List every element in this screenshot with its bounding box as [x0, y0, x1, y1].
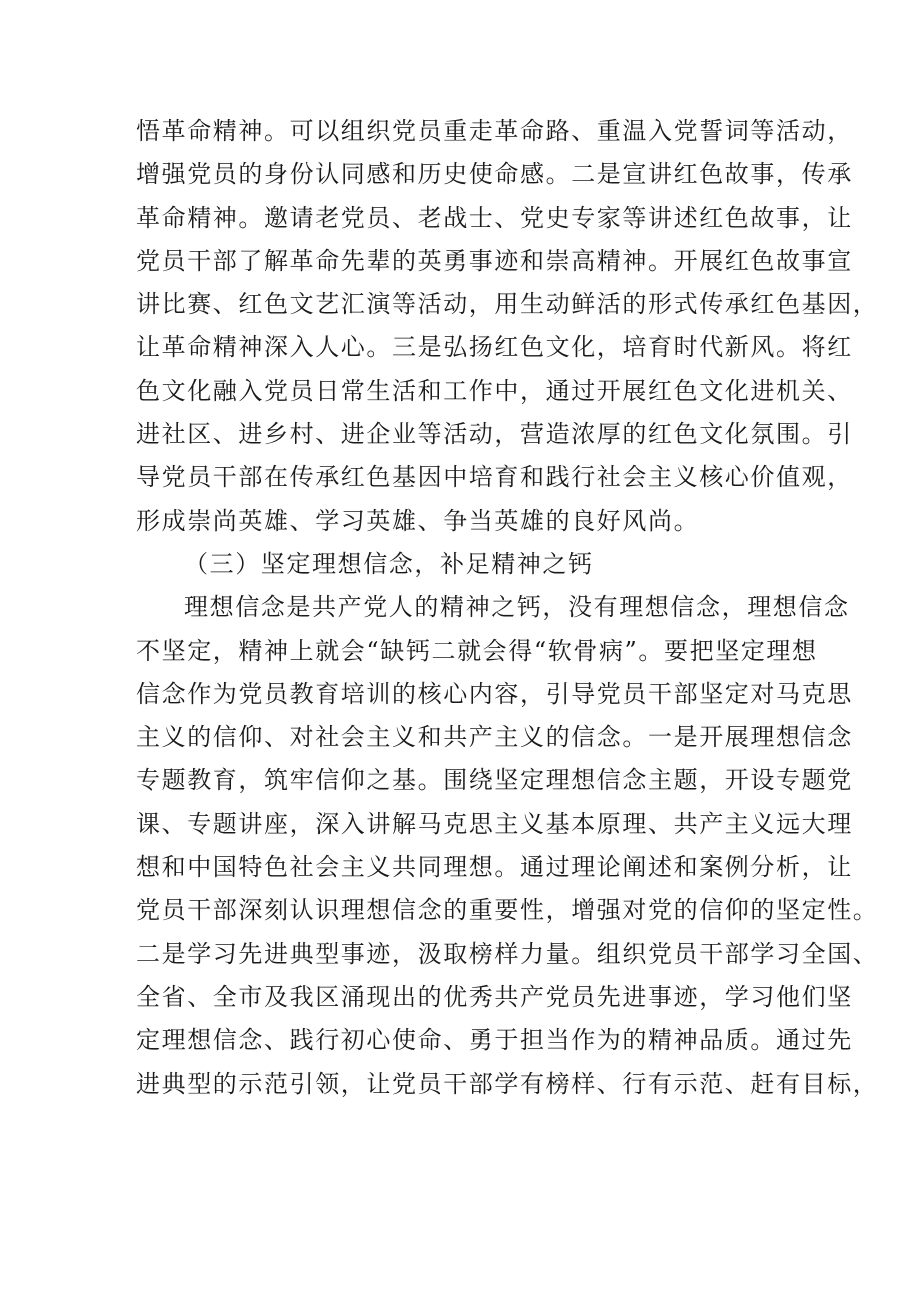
section-line: 全省、全市及我区涌现出的优秀共产党员先进事迹，学习他们坚: [136, 982, 853, 1011]
section-heading: （三）坚定理想信念，补足精神之钙: [184, 549, 594, 578]
body-line: 形成崇尚英雄、学习英雄、争当英雄的良好风尚。: [136, 506, 700, 535]
document-body: [136, 110, 879, 1106]
section-line: 党员干部深刻认识理想信念的重要性，增强对党的信仰的坚定性。: [136, 896, 879, 925]
body-line: 悟革命精神。可以组织党员重走革命路、重温入党誓词等活动，: [136, 117, 853, 145]
section-line: 主义的信仰、对社会主义和共产主义的信念。一是开展理想信念: [136, 723, 853, 752]
body-line: 色文化融入党员日常生活和工作中，通过开展红色文化进机关、: [136, 376, 853, 405]
section-first-line: 理想信念是共产党人的精神之钙，没有理想信念，理想信念: [184, 593, 850, 622]
body-line: 革命精神。邀请老党员、老战士、党史专家等讲述红色故事，让: [136, 203, 853, 232]
body-line: 党员干部了解革命先辈的英勇事迹和崇高精神。开展红色故事宣: [136, 246, 853, 275]
section-line: 专题教育，筑牢信仰之基。围绕坚定理想信念主题，开设专题党: [136, 766, 853, 795]
section-line: 不坚定，精神上就会“缺钙二就会得“软骨病”。要把坚定理想: [136, 636, 818, 665]
body-line: 导党员干部在传承红色基因中培育和践行社会主义核心价值观，: [136, 463, 853, 492]
section-line: 定理想信念、践行初心使命、勇于担当作为的精神品质。通过先: [136, 1026, 853, 1055]
body-line: 讲比赛、红色文艺汇演等活动，用生动鲜活的形式传承红色基因，: [136, 290, 879, 319]
section-line: 信念作为党员教育培训的核心内容，引导党员干部坚定对马克思: [136, 679, 853, 708]
body-line: 增强党员的身份认同感和历史使命感。二是宣讲红色故事，传承: [136, 160, 853, 189]
section-line: 进典型的示范引领，让党员干部学有榜样、行有示范、赶有目标，: [136, 1069, 879, 1098]
section-line: 课、专题讲座，深入讲解马克思主义基本原理、共产主义远大理: [136, 809, 853, 838]
section-line: 二是学习先进典型事迹，汲取榜样力量。组织党员干部学习全国、: [136, 939, 879, 968]
body-line: 让革命精神深入人心。三是弘扬红色文化，培育时代新风。将红: [136, 333, 853, 362]
section-line: 想和中国特色社会主义共同理想。通过理论阐述和案例分析，让: [136, 853, 853, 882]
body-line: 进社区、进乡村、进企业等活动，营造浓厚的红色文化氛围。引: [136, 420, 853, 449]
